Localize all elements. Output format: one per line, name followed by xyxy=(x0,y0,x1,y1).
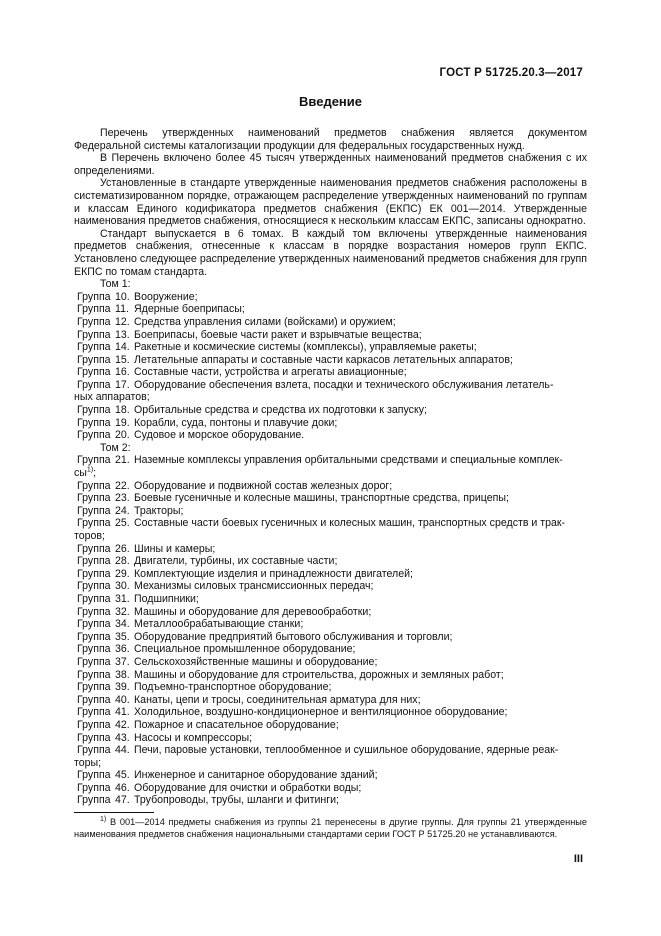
group-title-continuation xyxy=(74,467,587,480)
group-item xyxy=(74,517,587,530)
group-number: 30. xyxy=(115,580,130,593)
group-item xyxy=(74,568,587,581)
continuation-text: торов; xyxy=(74,530,105,542)
group-title: Оборудование обеспечения взлета, посадки и технического обслуживания летатель- xyxy=(134,378,554,391)
group-number: 14. xyxy=(115,341,130,354)
group-title: Летательные аппараты и составные части каркасов летательных аппаратов; xyxy=(134,353,513,366)
group-item xyxy=(74,618,587,631)
group-item xyxy=(74,341,587,354)
group-title: Составные части боевых гусеничных и колесных машин, транспортных средств и трак- xyxy=(134,517,566,530)
group-word: Группа xyxy=(77,517,111,530)
group-word: Группа xyxy=(77,655,111,668)
group-item xyxy=(74,643,587,656)
footnote-rule xyxy=(74,812,154,813)
group-title: Инженерное и санитарное оборудование зданий; xyxy=(134,769,378,782)
group-word: Группа xyxy=(77,693,111,706)
group-item xyxy=(74,303,587,316)
group-item xyxy=(74,492,587,505)
group-word: Группа xyxy=(77,580,111,593)
group-title: Подшипники; xyxy=(134,592,199,605)
group-number: 19. xyxy=(115,416,130,429)
group-word: Группа xyxy=(77,668,111,681)
group-title: Боевые гусеничные и колесные машины, транспортные средства, прицепы; xyxy=(134,492,509,505)
group-number: 34. xyxy=(115,618,130,631)
group-item xyxy=(74,543,587,556)
group-word: Группа xyxy=(77,592,111,605)
group-item xyxy=(74,404,587,417)
group-title: Машины и оборудование для строительства, дорожных и земляных работ; xyxy=(134,668,504,681)
group-number: 43. xyxy=(115,731,130,744)
group-word: Группа xyxy=(77,781,111,794)
group-number: 15. xyxy=(115,353,130,366)
group-word: Группа xyxy=(77,706,111,719)
group-number: 41. xyxy=(115,706,130,719)
group-word: Группа xyxy=(77,542,111,555)
group-item xyxy=(74,744,587,757)
group-item xyxy=(74,354,587,367)
group-title: Насосы и компрессоры; xyxy=(134,731,253,744)
group-word: Группа xyxy=(77,416,111,429)
group-number: 22. xyxy=(115,479,130,492)
group-title-continuation xyxy=(74,757,587,770)
group-item xyxy=(74,631,587,644)
group-title: Вооружение; xyxy=(134,290,198,303)
group-number: 23. xyxy=(115,492,130,505)
paragraph-2: В Перечень включено более 45 тысяч утвержденных наименований предметов снабжения с их определениями. xyxy=(74,152,587,177)
group-item xyxy=(74,656,587,669)
body-text xyxy=(74,127,587,807)
group-title: Оборудование предприятий бытового обслуживания и торговли; xyxy=(134,630,453,643)
volume-label: Том 1: xyxy=(100,278,131,291)
group-word: Группа xyxy=(77,618,111,631)
continuation-end: ; xyxy=(93,467,97,480)
group-word: Группа xyxy=(77,681,111,694)
group-number: 46. xyxy=(115,781,130,794)
group-title: Оборудование для очистки и обработки воды; xyxy=(134,781,362,794)
group-item xyxy=(74,593,587,606)
page-number: III xyxy=(573,853,583,865)
group-number: 38. xyxy=(115,668,130,681)
group-title: Специальное промышленное оборудование; xyxy=(134,643,356,656)
continuation-text: сы xyxy=(74,467,87,480)
group-number: 10. xyxy=(115,290,130,303)
group-title: Наземные комплексы управления орбитальными средствами и специальные комплек- xyxy=(134,454,563,467)
group-title: Пожарное и спасательное оборудование; xyxy=(134,718,339,731)
group-item xyxy=(74,706,587,719)
group-item xyxy=(74,769,587,782)
group-item xyxy=(74,454,587,467)
group-word: Группа xyxy=(77,630,111,643)
group-item xyxy=(74,580,587,593)
group-word: Группа xyxy=(77,353,111,366)
group-word: Группа xyxy=(77,492,111,505)
group-title: Составные части, устройства и агрегаты авиационные; xyxy=(134,366,407,379)
group-item xyxy=(74,606,587,619)
group-word: Группа xyxy=(77,479,111,492)
group-word: Группа xyxy=(77,744,111,757)
document-id: ГОСТ Р 51725.20.3—2017 xyxy=(439,67,583,79)
group-item xyxy=(74,794,587,807)
group-title-continuation xyxy=(74,391,587,404)
group-number: 35. xyxy=(115,630,130,643)
group-number: 45. xyxy=(115,769,130,782)
footnote-reference: 1) xyxy=(86,466,94,474)
group-item xyxy=(74,669,587,682)
paragraph-3: Установленные в стандарте утвержденные наименования предметов снабжения расположены в систематизированном порядке, отражающем распределение утвержденных наименований по группам и классам Единого кодификатора предметов снабжения (ЕКПС) ЕК 001—2014. Утвержденные наименования предметов снабжения, относящиеся к нескольким классам ЕКПС, записаны однократно. xyxy=(74,177,587,228)
group-title: Механизмы силовых трансмиссионных передач; xyxy=(134,580,374,593)
group-title: Орбитальные средства и средства их подготовки к запуску; xyxy=(134,404,427,417)
group-word: Группа xyxy=(77,555,111,568)
volume-list xyxy=(74,278,587,807)
group-word: Группа xyxy=(77,504,111,517)
group-title: Оборудование и подвижной состав железных дорог; xyxy=(134,479,393,492)
continuation-text: торы; xyxy=(74,756,102,769)
group-title-continuation xyxy=(74,530,587,543)
group-item xyxy=(74,505,587,518)
group-number: 40. xyxy=(115,693,130,706)
group-title: Тракторы; xyxy=(134,504,184,517)
group-number: 32. xyxy=(115,605,130,618)
group-title: Печи, паровые установки, теплообменное и сушильное оборудование, ядерные реак- xyxy=(134,744,559,757)
group-item xyxy=(74,782,587,795)
group-word: Группа xyxy=(77,366,111,379)
group-number: 28. xyxy=(115,555,130,568)
group-word: Группа xyxy=(77,794,111,807)
footnote xyxy=(74,816,587,840)
group-title: Ракетные и космические системы (комплексы), управляемые ракеты; xyxy=(134,341,477,354)
group-item xyxy=(74,379,587,392)
group-item xyxy=(74,291,587,304)
group-item xyxy=(74,732,587,745)
group-word: Группа xyxy=(77,303,111,316)
group-word: Группа xyxy=(77,731,111,744)
group-number: 29. xyxy=(115,567,130,580)
group-item xyxy=(74,316,587,329)
group-word: Группа xyxy=(77,454,111,467)
footnote-text: В 001—2014 предметы снабжения из группы 21 перенесены в другие группы. Для группы 21 утвержденные наименования предметов снабжения национальными стандартами серии ГОСТ Р 51725.20 не устанавливаются. xyxy=(74,817,588,839)
group-item xyxy=(74,480,587,493)
group-number: 24. xyxy=(115,504,130,517)
group-number: 31. xyxy=(115,592,130,605)
group-number: 12. xyxy=(115,315,130,328)
group-item xyxy=(74,719,587,732)
group-number: 44. xyxy=(115,744,130,757)
group-word: Группа xyxy=(77,429,111,442)
group-number: 16. xyxy=(115,366,130,379)
paragraph-1: Перечень утвержденных наименований предметов снабжения является документом Федеральной системы каталогизации продукции для федеральных государственных нужд. xyxy=(74,127,587,152)
continuation-text: ных аппаратов; xyxy=(74,391,150,404)
volume-label: Том 2: xyxy=(100,441,131,454)
group-title: Комплектующие изделия и принадлежности двигателей; xyxy=(134,567,413,580)
group-item xyxy=(74,329,587,342)
group-word: Группа xyxy=(77,290,111,303)
group-title: Боеприпасы, боевые части ракет и взрывчатые вещества; xyxy=(134,328,422,341)
group-item xyxy=(74,694,587,707)
group-title: Холодильное, воздушно-кондиционерное и вентиляционное оборудование; xyxy=(134,706,508,719)
group-number: 13. xyxy=(115,328,130,341)
group-title: Машины и оборудование для деревообработки; xyxy=(134,605,372,618)
group-number: 47. xyxy=(115,794,130,807)
group-title: Шины и камеры; xyxy=(134,542,216,555)
group-item xyxy=(74,555,587,568)
group-word: Группа xyxy=(77,643,111,656)
group-word: Группа xyxy=(77,341,111,354)
group-word: Группа xyxy=(77,605,111,618)
group-number: 26. xyxy=(115,542,130,555)
group-item xyxy=(74,366,587,379)
group-number: 39. xyxy=(115,681,130,694)
group-title: Металлообрабатывающие станки; xyxy=(134,618,304,631)
group-title: Средства управления силами (войсками) и оружием; xyxy=(134,315,396,328)
group-number: 36. xyxy=(115,643,130,656)
group-word: Группа xyxy=(77,315,111,328)
group-number: 37. xyxy=(115,655,130,668)
group-number: 11. xyxy=(115,303,129,316)
group-title: Сельскохозяйственные машины и оборудование; xyxy=(134,655,378,668)
group-title: Ядерные боеприпасы; xyxy=(134,303,245,316)
group-word: Группа xyxy=(77,567,111,580)
group-title: Двигатели, турбины, их составные части; xyxy=(134,555,338,568)
group-word: Группа xyxy=(77,378,111,391)
group-item xyxy=(74,429,587,442)
group-number: 18. xyxy=(115,404,130,417)
group-word: Группа xyxy=(77,718,111,731)
group-title: Канаты, цепи и тросы, соединительная арматура для них; xyxy=(134,693,421,706)
footnote-marker: 1) xyxy=(100,815,107,823)
section-title: Введение xyxy=(299,94,362,109)
group-title: Судовое и морское оборудование. xyxy=(134,429,305,442)
paragraph-4: Стандарт выпускается в 6 томах. В каждый том включены утвержденные наименования предметов снабжения, отнесенные к классам в порядке возрастания номеров групп ЕКПС. Установлено следующее распределение утвержденных наименований предметов снабжения для групп ЕКПС по томам стандарта. xyxy=(74,227,587,278)
group-number: 20. xyxy=(115,429,130,442)
group-title: Трубопроводы, трубы, шланги и фитинги; xyxy=(134,794,339,807)
group-word: Группа xyxy=(77,404,111,417)
group-number: 25. xyxy=(115,517,130,530)
group-word: Группа xyxy=(77,328,111,341)
group-number: 42. xyxy=(115,718,130,731)
group-title: Корабли, суда, понтоны и плавучие доки; xyxy=(134,416,338,429)
group-title: Подъемно-транспортное оборудование; xyxy=(134,681,332,694)
group-item xyxy=(74,681,587,694)
group-item xyxy=(74,417,587,430)
group-word: Группа xyxy=(77,769,111,782)
group-number: 21. xyxy=(115,454,130,467)
group-number: 17. xyxy=(115,378,130,391)
